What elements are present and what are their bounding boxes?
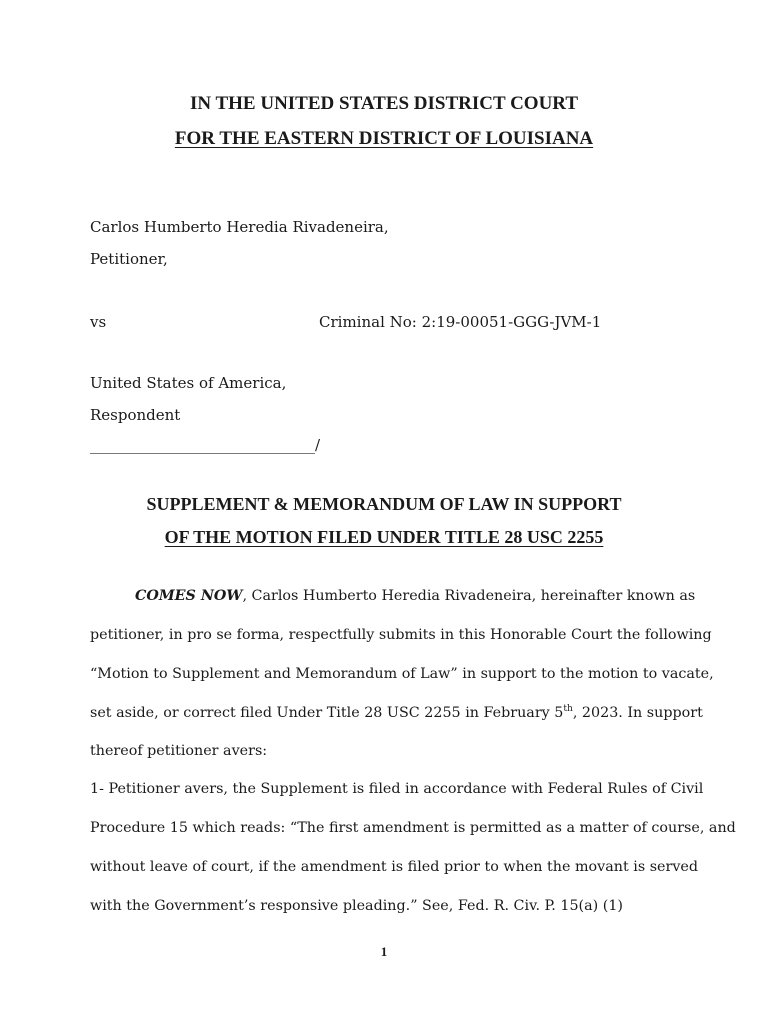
petitioner-name: Carlos Humberto Heredia Rivadeneira, — [90, 218, 389, 236]
paragraph-2-line-1: 1- Petitioner avers, the Supplement is filed in accordance with Federal Rules of Civil — [90, 781, 704, 797]
respondent-role: Respondent — [90, 406, 181, 424]
page-number: 1 — [380, 944, 388, 959]
paragraph-1-line-2: petitioner, in pro se forma, respectfully submits in this Honorable Court the following — [90, 627, 712, 643]
paragraph-1-line-5: thereof petitioner avers: — [90, 743, 268, 759]
ordinal-suffix: th — [563, 704, 573, 714]
court-title-line-2 — [0, 128, 768, 150]
paragraph-1-line-4 — [90, 705, 703, 721]
paragraph-2-line-4: with the Government’s responsive pleading.” See, Fed. R. Civ. P. 15(a) (1) — [90, 898, 624, 914]
court-title-line-1: IN THE UNITED STATES DISTRICT COURT — [189, 93, 579, 114]
versus-label: vs — [90, 313, 107, 331]
paragraph-1-line-1-rest: , Carlos Humberto Heredia Rivadeneira, hereinafter known as — [242, 588, 696, 604]
petitioner-role: Petitioner, — [90, 250, 168, 268]
paragraph-1-line-4-b: , 2023. In support — [572, 705, 703, 721]
court-title-line-2-text: FOR THE EASTERN DISTRICT OF LOUISIANA — [174, 128, 594, 149]
paragraph-2-line-2: Procedure 15 which reads: “The first amendment is permitted as a matter of course, and — [90, 820, 736, 836]
memorandum-title-line-2 — [0, 527, 768, 548]
memorandum-title-line-1: SUPPLEMENT & MEMORANDUM OF LAW IN SUPPORT — [146, 494, 622, 514]
memorandum-title-line-2-text: OF THE MOTION FILED UNDER TITLE 28 USC 2255 — [164, 527, 604, 547]
paragraph-1-line-1 — [135, 588, 695, 604]
comes-now-lead: COMES NOW — [135, 588, 243, 604]
respondent-name: United States of America, — [90, 374, 287, 392]
caption-signature-line: ______________________________/ — [90, 436, 321, 454]
paragraph-1-line-4-a: set aside, or correct filed Under Title 28 USC 2255 in February 5 — [90, 705, 564, 721]
paragraph-1-line-3: “Motion to Supplement and Memorandum of Law” in support to the motion to vacate, — [90, 666, 714, 682]
paragraph-2-line-3: without leave of court, if the amendment is filed prior to when the movant is served — [90, 859, 699, 875]
case-number: Criminal No: 2:19-00051-GGG-JVM-1 — [319, 313, 602, 331]
